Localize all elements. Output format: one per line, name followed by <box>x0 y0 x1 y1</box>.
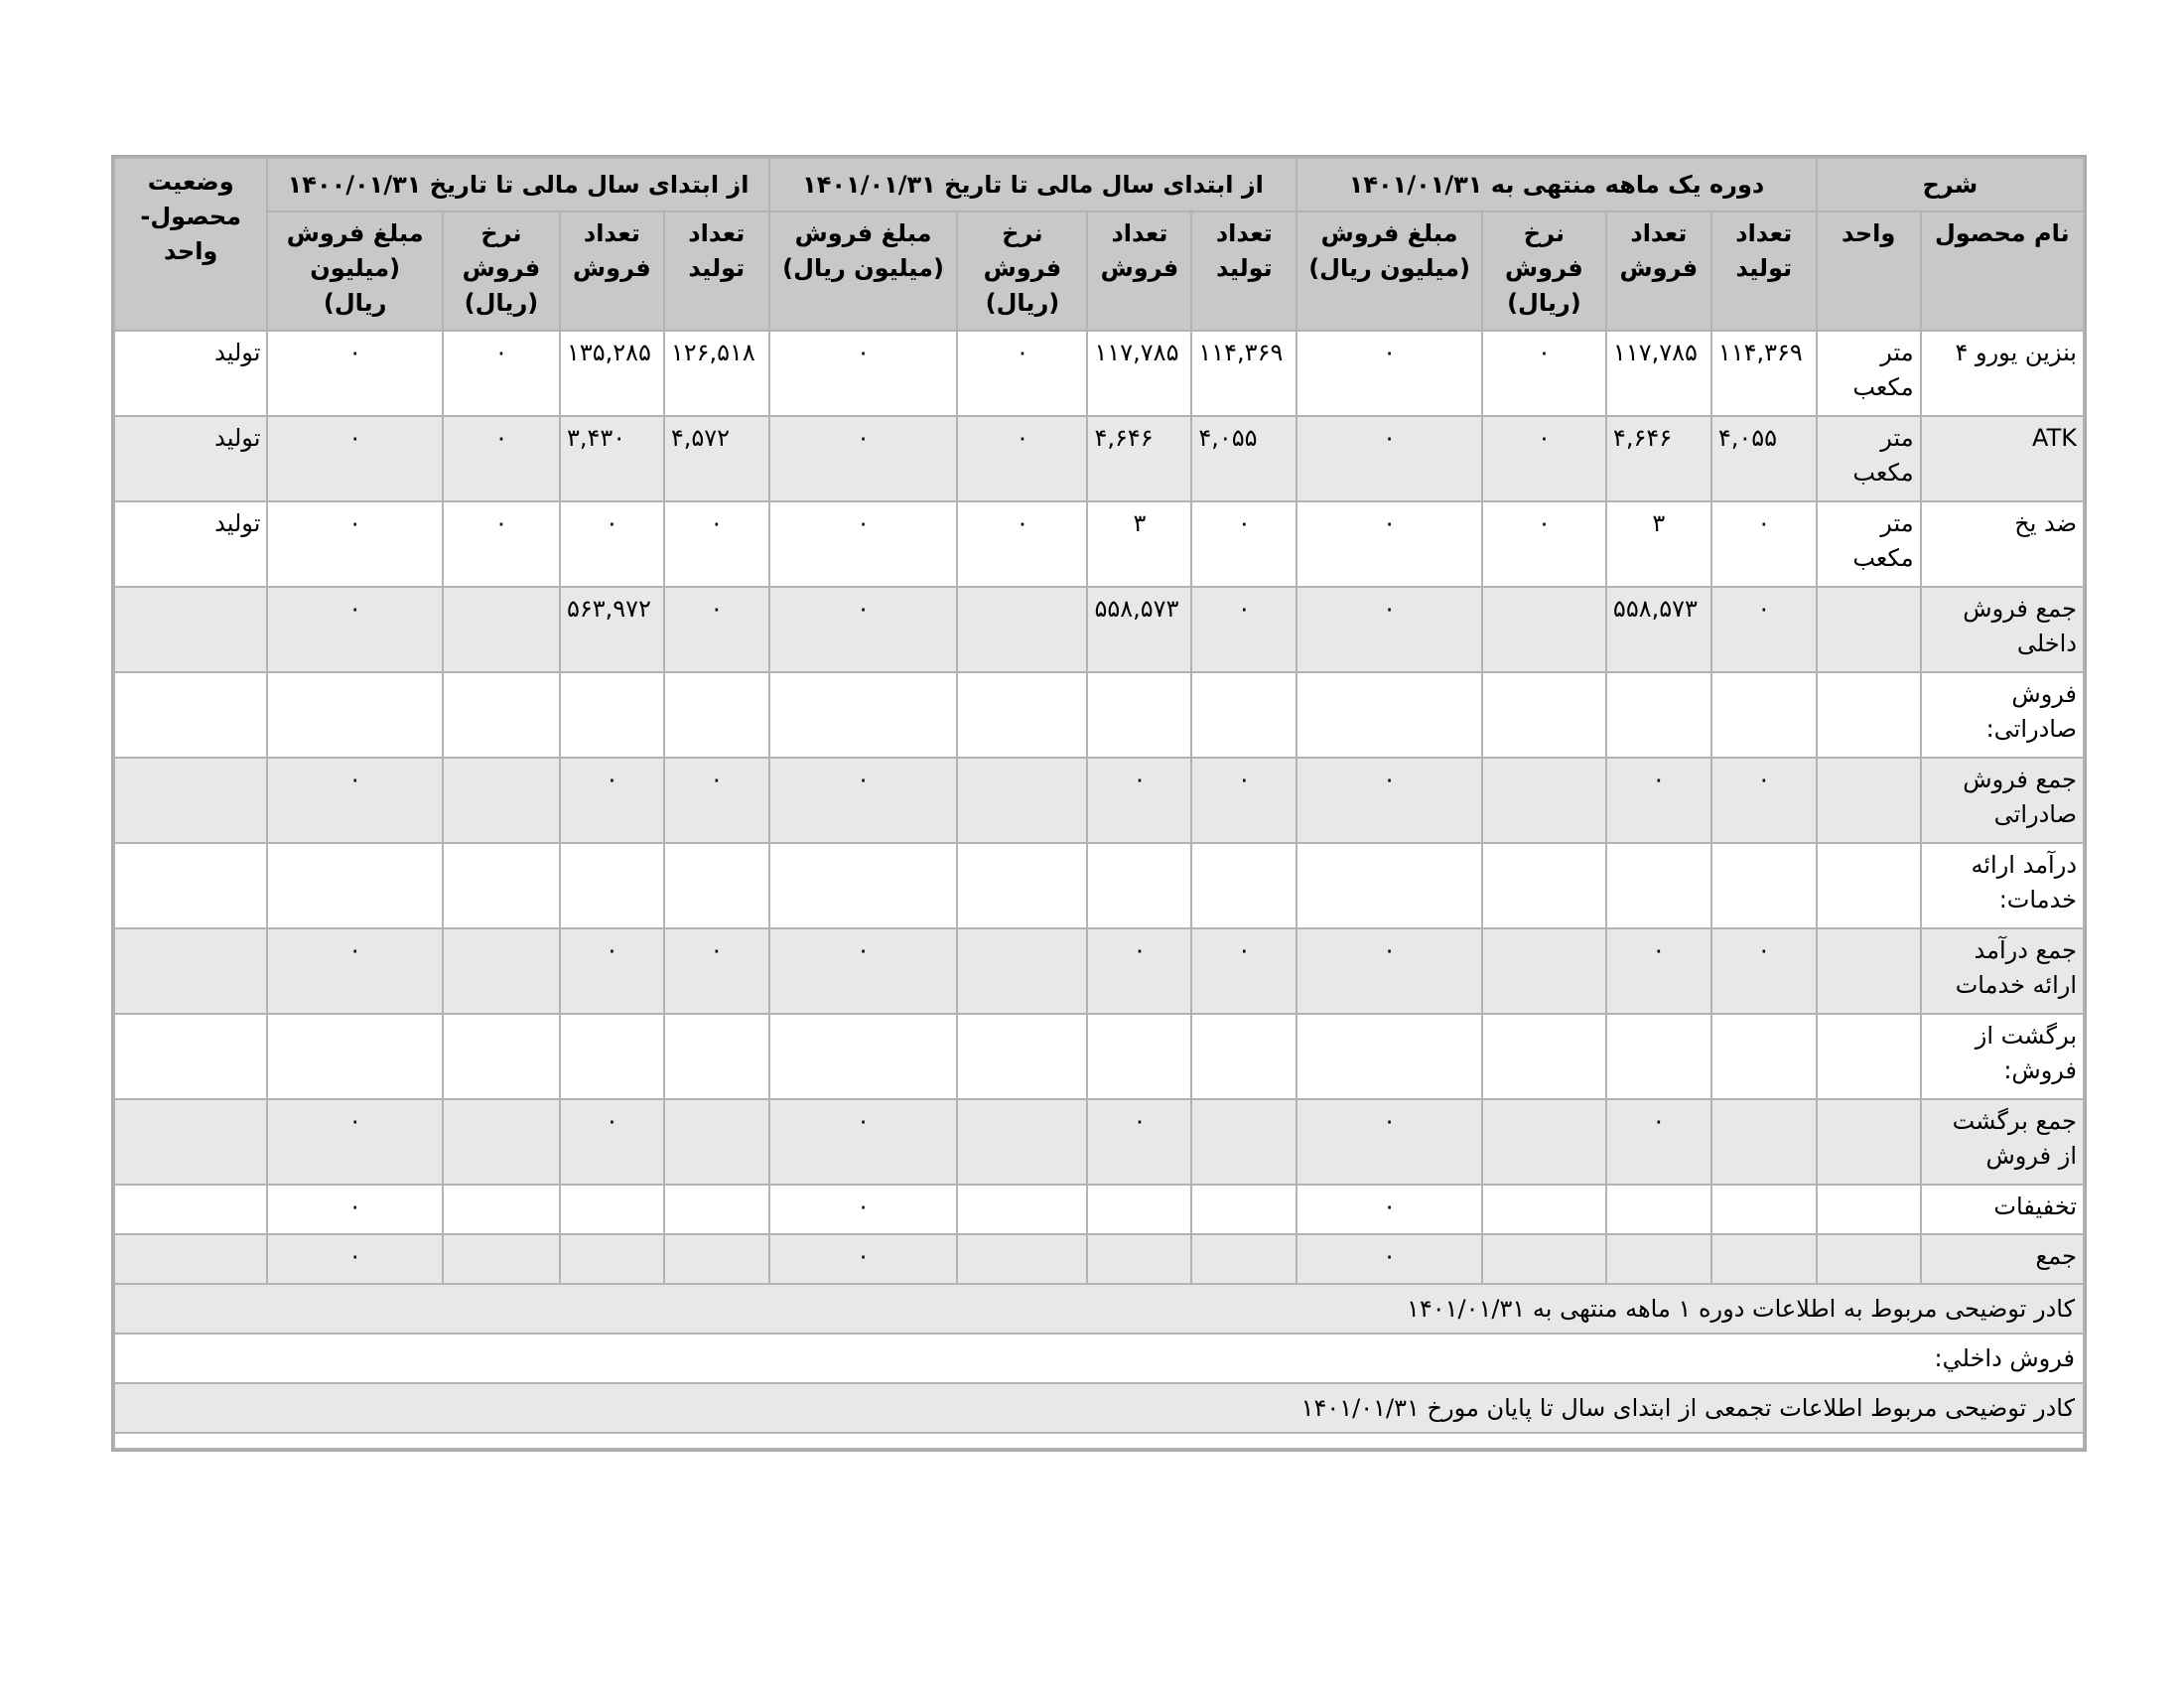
cell-p2-prod-qty <box>1191 672 1297 758</box>
header-p2-sale-qty: تعداد فروش <box>1087 211 1191 331</box>
note-monthly: کادر توضیحی مربوط به اطلاعات دوره ۱ ماهه منتهی به ۱۴۰۱/۰۱/۳۱ <box>113 1285 2085 1335</box>
cell-p1-prod-qty <box>1711 672 1817 758</box>
table-row <box>114 587 2084 672</box>
cell-p3-sale-qty: ۰ <box>560 501 664 587</box>
table-row <box>114 501 2084 587</box>
cell-product-name: بنزین یورو ۴ <box>1921 331 2084 416</box>
cell-status <box>114 1234 267 1284</box>
cell-p3-sale-qty: ۰ <box>560 928 664 1014</box>
cell-p2-prod-qty <box>1191 843 1297 928</box>
cell-p2-amount: ۰ <box>769 928 958 1014</box>
cell-product-name: جمع برگشت از فروش <box>1921 1099 2084 1185</box>
cell-p3-prod-qty <box>664 672 769 758</box>
cell-p3-rate: ۰ <box>443 331 560 416</box>
cell-unit: متر مکعب <box>1817 501 1921 587</box>
cell-p3-amount: ۰ <box>267 501 443 587</box>
cell-p3-prod-qty: ۱۲۶,۵۱۸ <box>664 331 769 416</box>
cell-p3-sale-qty <box>560 672 664 758</box>
table-row <box>114 843 2084 928</box>
cell-p3-prod-qty: ۰ <box>664 501 769 587</box>
cell-p2-sale-qty <box>1087 672 1191 758</box>
cell-p2-amount: ۰ <box>769 587 958 672</box>
cell-p1-prod-qty: ۰ <box>1711 501 1817 587</box>
cell-p2-prod-qty <box>1191 1099 1297 1185</box>
cell-p1-rate <box>1482 672 1606 758</box>
header-period1-group: دوره یک ماهه منتهی به ۱۴۰۱/۰۱/۳۱ <box>1297 158 1816 211</box>
cell-status <box>114 1185 267 1234</box>
cell-p3-prod-qty <box>664 1014 769 1099</box>
cell-p1-sale-qty: ۴,۶۴۶ <box>1606 416 1711 501</box>
cell-p1-amount: ۰ <box>1297 758 1482 843</box>
cell-p1-prod-qty: ۰ <box>1711 928 1817 1014</box>
table-row <box>114 416 2084 501</box>
cell-p1-prod-qty: ۰ <box>1711 758 1817 843</box>
cell-p3-amount: ۰ <box>267 1185 443 1234</box>
cell-p3-sale-qty <box>560 843 664 928</box>
note-cumulative: کادر توضیحی مربوط اطلاعات تجمعی از ابتدای سال تا پایان مورخ ۱۴۰۱/۰۱/۳۱ <box>113 1384 2085 1434</box>
header-p2-prod-qty: تعداد تولید <box>1191 211 1297 331</box>
cell-p1-rate <box>1482 587 1606 672</box>
cell-p1-sale-qty: ۵۵۸,۵۷۳ <box>1606 587 1711 672</box>
cell-status: تولید <box>114 331 267 416</box>
cell-p2-rate: ۰ <box>957 501 1087 587</box>
cell-p3-rate <box>443 587 560 672</box>
cell-p3-prod-qty <box>664 1185 769 1234</box>
cell-unit: متر مکعب <box>1817 331 1921 416</box>
cell-p1-rate: ۰ <box>1482 416 1606 501</box>
cell-p3-rate: ۰ <box>443 501 560 587</box>
table-row <box>114 758 2084 843</box>
cell-p2-sale-qty: ۰ <box>1087 1099 1191 1185</box>
cell-p1-rate <box>1482 1234 1606 1284</box>
cell-p1-prod-qty <box>1711 1234 1817 1284</box>
cell-product-name: ضد یخ <box>1921 501 2084 587</box>
header-product-name: نام محصول <box>1921 211 2084 331</box>
cell-p3-rate <box>443 672 560 758</box>
cell-p1-amount: ۰ <box>1297 587 1482 672</box>
cell-p1-rate <box>1482 928 1606 1014</box>
cell-p3-rate <box>443 1099 560 1185</box>
cell-p1-amount: ۰ <box>1297 1185 1482 1234</box>
cell-p1-amount: ۰ <box>1297 416 1482 501</box>
cell-p3-sale-qty <box>560 1234 664 1284</box>
cell-unit <box>1817 1185 1921 1234</box>
cell-unit: متر مکعب <box>1817 416 1921 501</box>
cell-p3-prod-qty: ۰ <box>664 928 769 1014</box>
cell-p1-rate <box>1482 1185 1606 1234</box>
cell-p2-amount: ۰ <box>769 1234 958 1284</box>
header-p1-amount: مبلغ فروش (میلیون ریال) <box>1297 211 1482 331</box>
cell-p1-sale-qty: ۰ <box>1606 928 1711 1014</box>
cell-unit <box>1817 928 1921 1014</box>
cell-p2-sale-qty <box>1087 1234 1191 1284</box>
cell-p2-prod-qty: ۰ <box>1191 928 1297 1014</box>
cell-p2-prod-qty <box>1191 1234 1297 1284</box>
cell-p3-amount <box>267 672 443 758</box>
cell-status <box>114 1014 267 1099</box>
cell-unit <box>1817 1234 1921 1284</box>
cell-p2-sale-qty: ۴,۶۴۶ <box>1087 416 1191 501</box>
cell-p1-sale-qty: ۱۱۷,۷۸۵ <box>1606 331 1711 416</box>
cell-p2-sale-qty: ۰ <box>1087 758 1191 843</box>
header-p3-prod-qty: تعداد تولید <box>664 211 769 331</box>
cell-p2-sale-qty: ۳ <box>1087 501 1191 587</box>
cell-product-name: درآمد ارائه خدمات: <box>1921 843 2084 928</box>
header-p2-rate: نرخ فروش (ریال) <box>957 211 1087 331</box>
table-body <box>114 331 2084 1284</box>
table-header <box>114 158 2084 331</box>
sales-table <box>113 157 2085 1285</box>
header-p3-rate: نرخ فروش (ریال) <box>443 211 560 331</box>
table-row <box>114 331 2084 416</box>
cell-p1-prod-qty <box>1711 1185 1817 1234</box>
cell-p2-amount: ۰ <box>769 501 958 587</box>
cell-p1-sale-qty <box>1606 843 1711 928</box>
cell-p3-rate <box>443 928 560 1014</box>
cell-p1-rate <box>1482 1014 1606 1099</box>
cell-status <box>114 1099 267 1185</box>
header-period2-group: از ابتدای سال مالی تا تاریخ ۱۴۰۱/۰۱/۳۱ <box>769 158 1297 211</box>
cell-product-name: تخفیفات <box>1921 1185 2084 1234</box>
cell-p2-rate <box>957 1099 1087 1185</box>
cell-product-name: ATK <box>1921 416 2084 501</box>
cell-p2-sale-qty <box>1087 1014 1191 1099</box>
cell-p1-rate: ۰ <box>1482 331 1606 416</box>
cell-product-name: برگشت از فروش: <box>1921 1014 2084 1099</box>
cell-p2-amount <box>769 672 958 758</box>
cell-p1-amount: ۰ <box>1297 928 1482 1014</box>
header-unit: واحد <box>1817 211 1921 331</box>
cell-p1-amount <box>1297 843 1482 928</box>
cell-p2-sale-qty <box>1087 1185 1191 1234</box>
cell-p2-amount <box>769 843 958 928</box>
cell-product-name: فروش صادراتی: <box>1921 672 2084 758</box>
cell-p2-prod-qty <box>1191 1014 1297 1099</box>
sales-report-container <box>111 155 2087 1452</box>
cell-p3-sale-qty: ۰ <box>560 758 664 843</box>
cell-unit <box>1817 672 1921 758</box>
header-p1-sale-qty: تعداد فروش <box>1606 211 1711 331</box>
cell-p1-sale-qty: ۰ <box>1606 1099 1711 1185</box>
header-p2-amount: مبلغ فروش (میلیون ریال) <box>769 211 958 331</box>
cell-p3-amount <box>267 1014 443 1099</box>
header-status: وضعیت محصول-واحد <box>114 158 267 331</box>
cell-status <box>114 928 267 1014</box>
cell-p2-prod-qty: ۰ <box>1191 587 1297 672</box>
cell-p1-rate <box>1482 1099 1606 1185</box>
cell-p3-amount: ۰ <box>267 331 443 416</box>
cell-p1-sale-qty: ۳ <box>1606 501 1711 587</box>
cell-p1-rate <box>1482 758 1606 843</box>
cell-p2-sale-qty: ۵۵۸,۵۷۳ <box>1087 587 1191 672</box>
cell-p3-rate <box>443 843 560 928</box>
cell-unit <box>1817 758 1921 843</box>
cell-p2-amount: ۰ <box>769 416 958 501</box>
cell-p2-prod-qty: ۱۱۴,۳۶۹ <box>1191 331 1297 416</box>
cell-p2-amount <box>769 1014 958 1099</box>
cell-p1-sale-qty: ۰ <box>1606 758 1711 843</box>
cell-p2-prod-qty: ۴,۰۵۵ <box>1191 416 1297 501</box>
cell-p3-amount: ۰ <box>267 1234 443 1284</box>
header-period3-group: از ابتدای سال مالی تا تاریخ ۱۴۰۰/۰۱/۳۱ <box>267 158 768 211</box>
cell-p2-rate <box>957 1234 1087 1284</box>
cell-product-name: جمع فروش صادراتی <box>1921 758 2084 843</box>
cell-status <box>114 672 267 758</box>
cell-p1-amount: ۰ <box>1297 501 1482 587</box>
cell-p1-rate <box>1482 843 1606 928</box>
cell-p3-sale-qty <box>560 1014 664 1099</box>
header-p1-prod-qty: تعداد تولید <box>1711 211 1817 331</box>
cell-p3-sale-qty: ۵۶۳,۹۷۲ <box>560 587 664 672</box>
header-p1-rate: نرخ فروش (ریال) <box>1482 211 1606 331</box>
cell-p3-amount: ۰ <box>267 758 443 843</box>
cell-p3-amount: ۰ <box>267 1099 443 1185</box>
cell-p2-rate <box>957 1014 1087 1099</box>
cell-unit <box>1817 587 1921 672</box>
cell-p1-prod-qty: ۱۱۴,۳۶۹ <box>1711 331 1817 416</box>
cell-p2-rate: ۰ <box>957 416 1087 501</box>
cell-p3-rate <box>443 1014 560 1099</box>
cell-p1-rate: ۰ <box>1482 501 1606 587</box>
note-empty <box>113 1434 2085 1450</box>
cell-status <box>114 843 267 928</box>
cell-p3-prod-qty: ۰ <box>664 587 769 672</box>
cell-p2-rate <box>957 843 1087 928</box>
cell-unit <box>1817 1099 1921 1185</box>
cell-p1-sale-qty <box>1606 1014 1711 1099</box>
cell-p3-rate <box>443 758 560 843</box>
cell-status: تولید <box>114 416 267 501</box>
cell-p3-sale-qty <box>560 1185 664 1234</box>
cell-p3-prod-qty <box>664 843 769 928</box>
header-desc-group: شرح <box>1817 158 2084 211</box>
cell-p3-prod-qty: ۴,۵۷۲ <box>664 416 769 501</box>
cell-p1-sale-qty <box>1606 1234 1711 1284</box>
cell-p2-rate <box>957 587 1087 672</box>
cell-product-name: جمع درآمد ارائه خدمات <box>1921 928 2084 1014</box>
cell-status <box>114 758 267 843</box>
cell-unit <box>1817 843 1921 928</box>
cell-p3-amount <box>267 843 443 928</box>
cell-p1-prod-qty: ۰ <box>1711 587 1817 672</box>
cell-p1-amount <box>1297 1014 1482 1099</box>
table-row <box>114 1185 2084 1234</box>
cell-p3-sale-qty: ۰ <box>560 1099 664 1185</box>
cell-unit <box>1817 1014 1921 1099</box>
cell-p3-prod-qty <box>664 1099 769 1185</box>
notes-section <box>113 1285 2085 1450</box>
cell-p3-amount: ۰ <box>267 416 443 501</box>
cell-p1-amount: ۰ <box>1297 1099 1482 1185</box>
cell-p3-rate <box>443 1234 560 1284</box>
cell-p2-rate <box>957 758 1087 843</box>
cell-p2-sale-qty <box>1087 843 1191 928</box>
cell-p2-amount: ۰ <box>769 758 958 843</box>
cell-p1-sale-qty <box>1606 672 1711 758</box>
table-row <box>114 1014 2084 1099</box>
header-p3-sale-qty: تعداد فروش <box>560 211 664 331</box>
cell-p2-prod-qty <box>1191 1185 1297 1234</box>
cell-p1-amount: ۰ <box>1297 1234 1482 1284</box>
cell-p3-amount: ۰ <box>267 587 443 672</box>
cell-p1-prod-qty <box>1711 1099 1817 1185</box>
cell-p1-prod-qty <box>1711 843 1817 928</box>
cell-p3-rate <box>443 1185 560 1234</box>
cell-p1-amount: ۰ <box>1297 331 1482 416</box>
cell-p2-prod-qty: ۰ <box>1191 501 1297 587</box>
cell-p2-rate <box>957 1185 1087 1234</box>
cell-status: تولید <box>114 501 267 587</box>
cell-p2-amount: ۰ <box>769 1185 958 1234</box>
cell-p3-sale-qty: ۳,۴۳۰ <box>560 416 664 501</box>
cell-p1-prod-qty <box>1711 1014 1817 1099</box>
cell-p2-rate: ۰ <box>957 331 1087 416</box>
cell-p3-prod-qty: ۰ <box>664 758 769 843</box>
table-row <box>114 1099 2084 1185</box>
cell-product-name: جمع <box>1921 1234 2084 1284</box>
table-row <box>114 672 2084 758</box>
cell-p2-prod-qty: ۰ <box>1191 758 1297 843</box>
cell-p1-prod-qty: ۴,۰۵۵ <box>1711 416 1817 501</box>
cell-p2-amount: ۰ <box>769 1099 958 1185</box>
table-row <box>114 928 2084 1014</box>
cell-p2-amount: ۰ <box>769 331 958 416</box>
cell-p2-sale-qty: ۰ <box>1087 928 1191 1014</box>
cell-p1-amount <box>1297 672 1482 758</box>
cell-product-name: جمع فروش داخلی <box>1921 587 2084 672</box>
cell-p2-rate <box>957 928 1087 1014</box>
header-p3-amount: مبلغ فروش (میلیون ریال) <box>267 211 443 331</box>
cell-p3-amount: ۰ <box>267 928 443 1014</box>
cell-p1-sale-qty <box>1606 1185 1711 1234</box>
cell-p2-rate <box>957 672 1087 758</box>
cell-p3-prod-qty <box>664 1234 769 1284</box>
table-row <box>114 1234 2084 1284</box>
cell-p2-sale-qty: ۱۱۷,۷۸۵ <box>1087 331 1191 416</box>
cell-p3-sale-qty: ۱۳۵,۲۸۵ <box>560 331 664 416</box>
cell-status <box>114 587 267 672</box>
note-domestic-sales: فروش داخلي: <box>113 1335 2085 1384</box>
cell-p3-rate: ۰ <box>443 416 560 501</box>
